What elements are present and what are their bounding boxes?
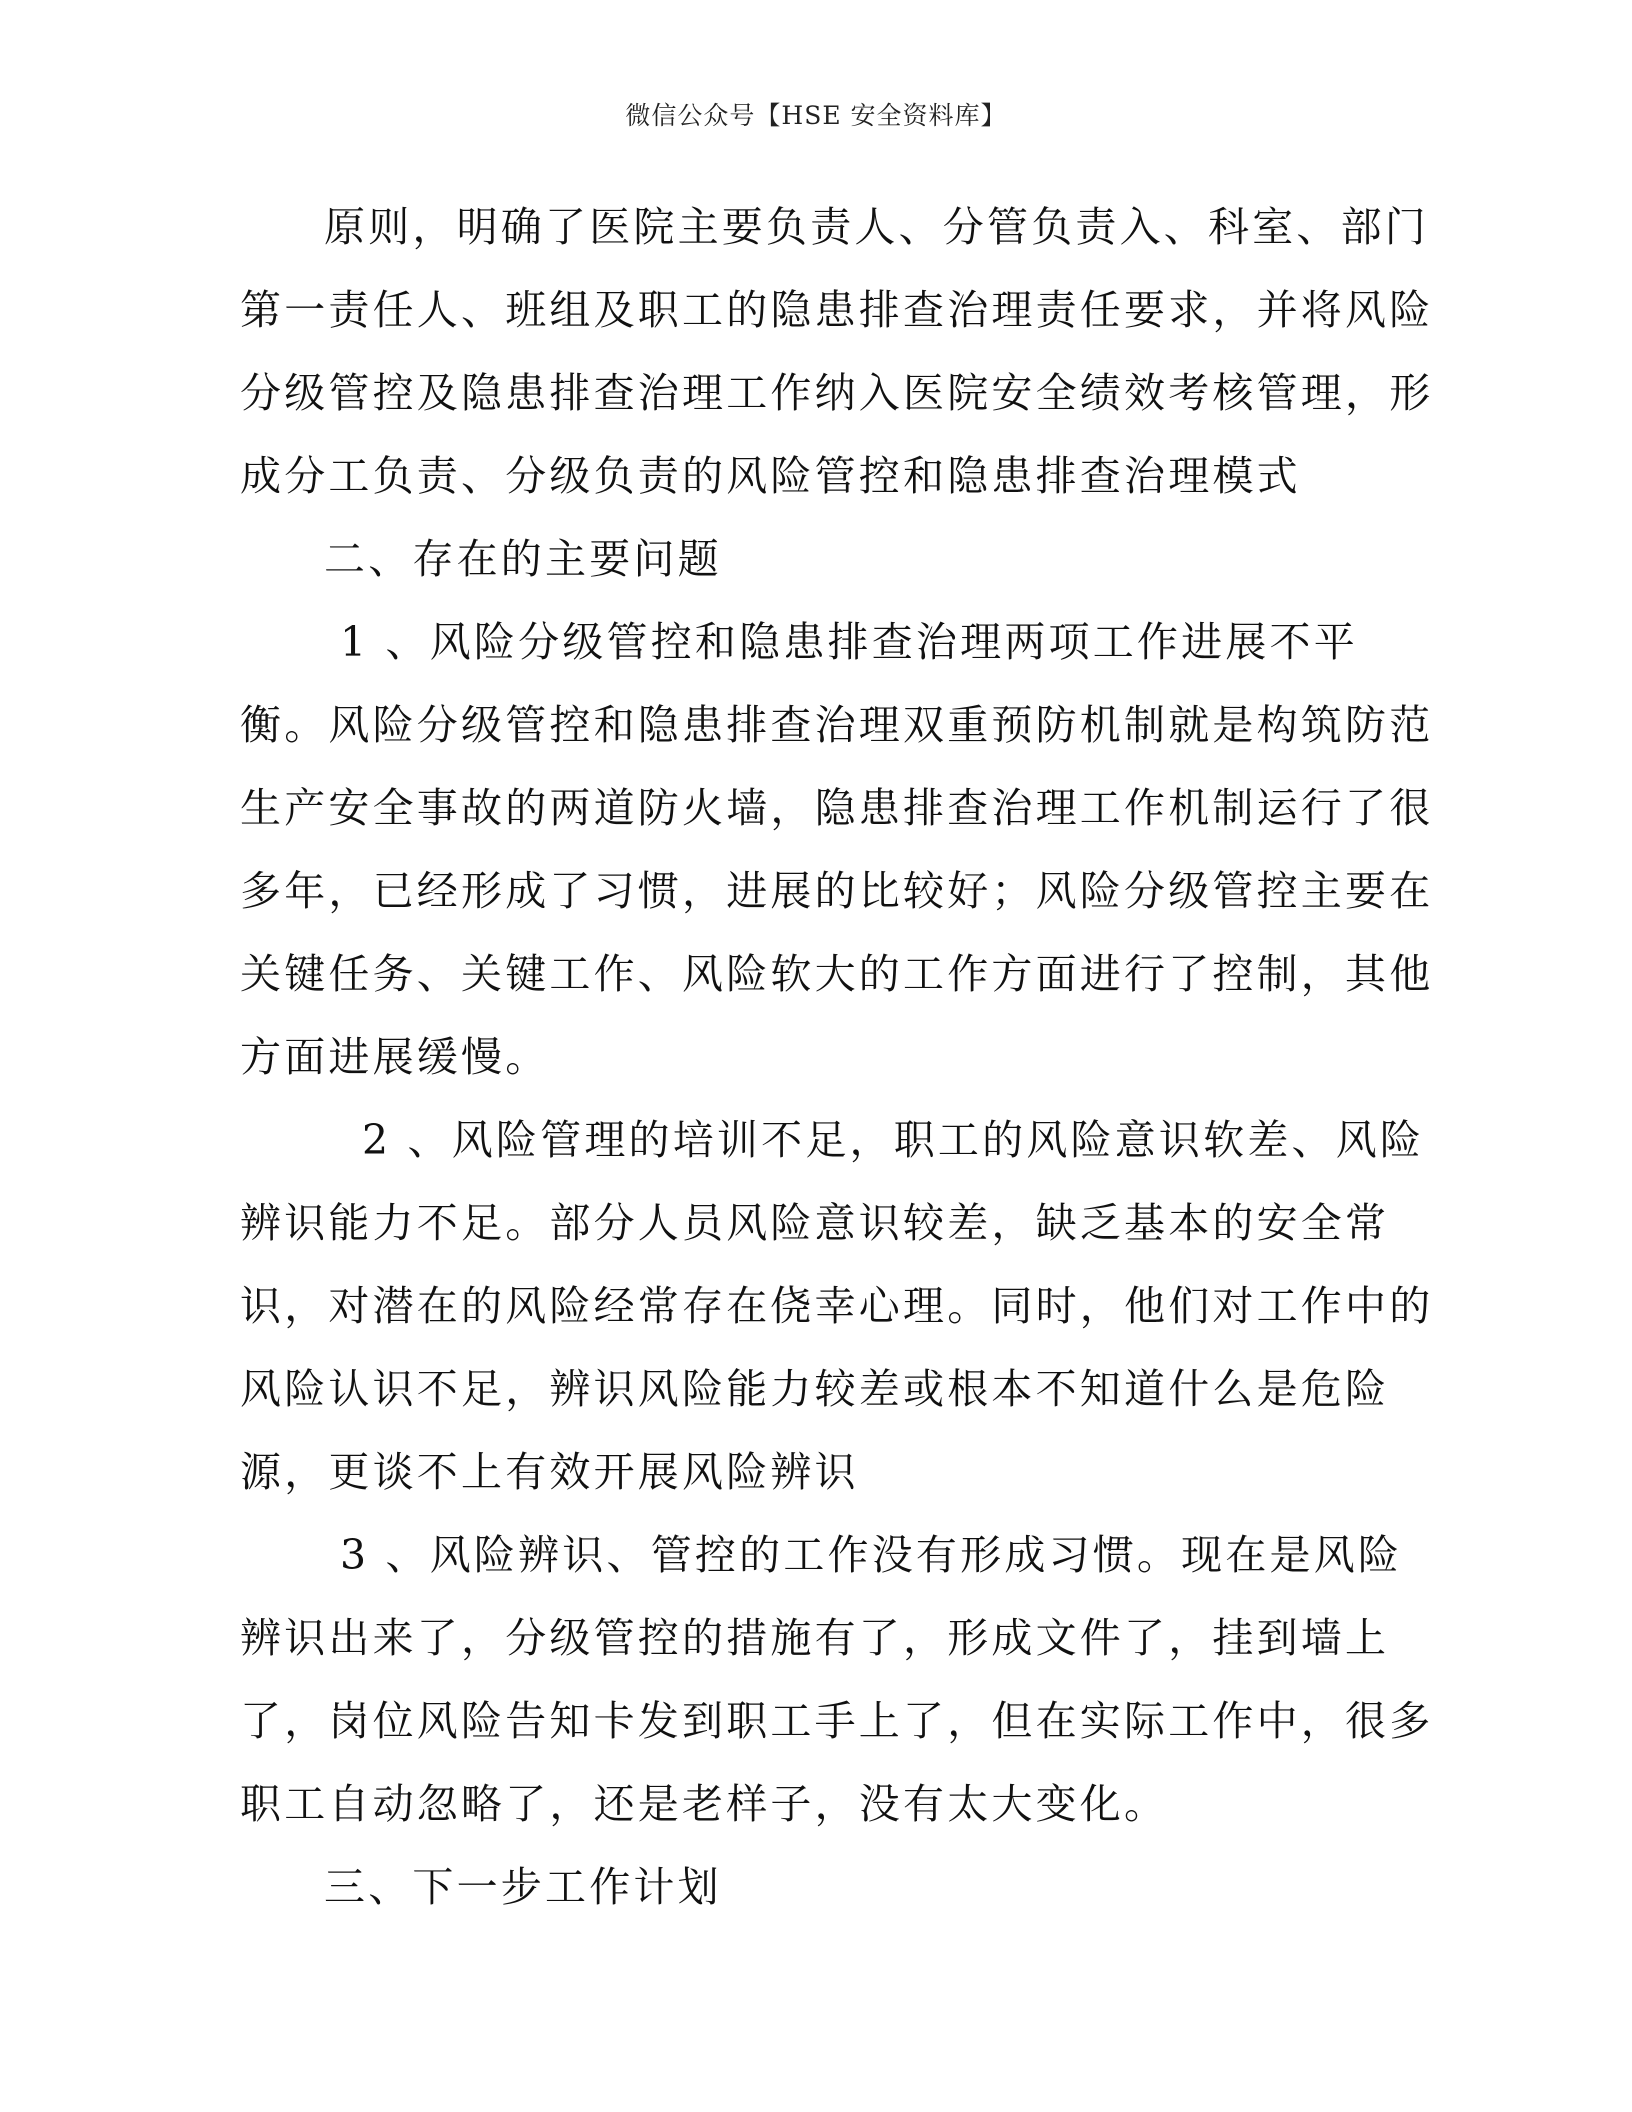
- paragraph-line: 辨识能力不足。部分人员风险意识较差，缺乏基本的安全常: [240, 1199, 1390, 1247]
- paragraph-line: 3 、风险辨识、管控的工作没有形成习惯。现在是风险: [340, 1531, 1403, 1579]
- paragraph-line: 源，更谈不上有效开展风险辨识: [240, 1448, 859, 1496]
- paragraph-line: 成分工负责、分级负责的风险管控和隐患排查治理模式: [240, 452, 1301, 500]
- paragraph-line: 第一责任人、班组及职工的隐患排查治理责任要求，并将风险: [240, 286, 1434, 334]
- paragraph-line: 多年，已经形成了习惯，进展的比较好；风险分级管控主要在: [240, 867, 1434, 915]
- paragraph-line: 风险认识不足，辨识风险能力较差或根本不知道什么是危险: [240, 1365, 1390, 1413]
- section-heading: 三、下一步工作计划: [324, 1863, 722, 1911]
- paragraph-line: 原则，明确了医院主要负责人、分管负责入、科室、部门: [324, 203, 1429, 251]
- paragraph-line: 辨识出来了，分级管控的措施有了，形成文件了，挂到墙上: [240, 1614, 1390, 1662]
- paragraph-line: 了，岗位风险告知卡发到职工手上了，但在实际工作中，很多: [240, 1697, 1434, 1745]
- paragraph-line: 职工自动忽略了，还是老样子，没有太大变化。: [240, 1780, 1169, 1828]
- document-body: [240, 186, 1434, 1929]
- paragraph-line: 关键任务、关键工作、风险软大的工作方面进行了控制，其他: [240, 950, 1434, 998]
- section-heading: 二、存在的主要问题: [324, 535, 722, 583]
- paragraph-line: 生产安全事故的两道防火墙，隐患排查治理工作机制运行了很: [240, 784, 1434, 832]
- paragraph-line: 分级管控及隐患排查治理工作纳入医院安全绩效考核管理，形: [240, 369, 1434, 417]
- paragraph-line: 方面进展缓慢。: [240, 1033, 550, 1081]
- paragraph-line: 1 、风险分级管控和隐患排查治理两项工作进展不平: [340, 618, 1358, 666]
- page-header: 微信公众号【HSE 安全资料库】: [625, 101, 1007, 130]
- paragraph-line: 2 、风险管理的培训不足，职工的风险意识软差、风险: [362, 1116, 1425, 1164]
- paragraph-line: 识，对潜在的风险经常存在侥幸心理。同时，他们对工作中的: [240, 1282, 1434, 1330]
- paragraph-line: 衡。风险分级管控和隐患排查治理双重预防机制就是构筑防范: [240, 701, 1434, 749]
